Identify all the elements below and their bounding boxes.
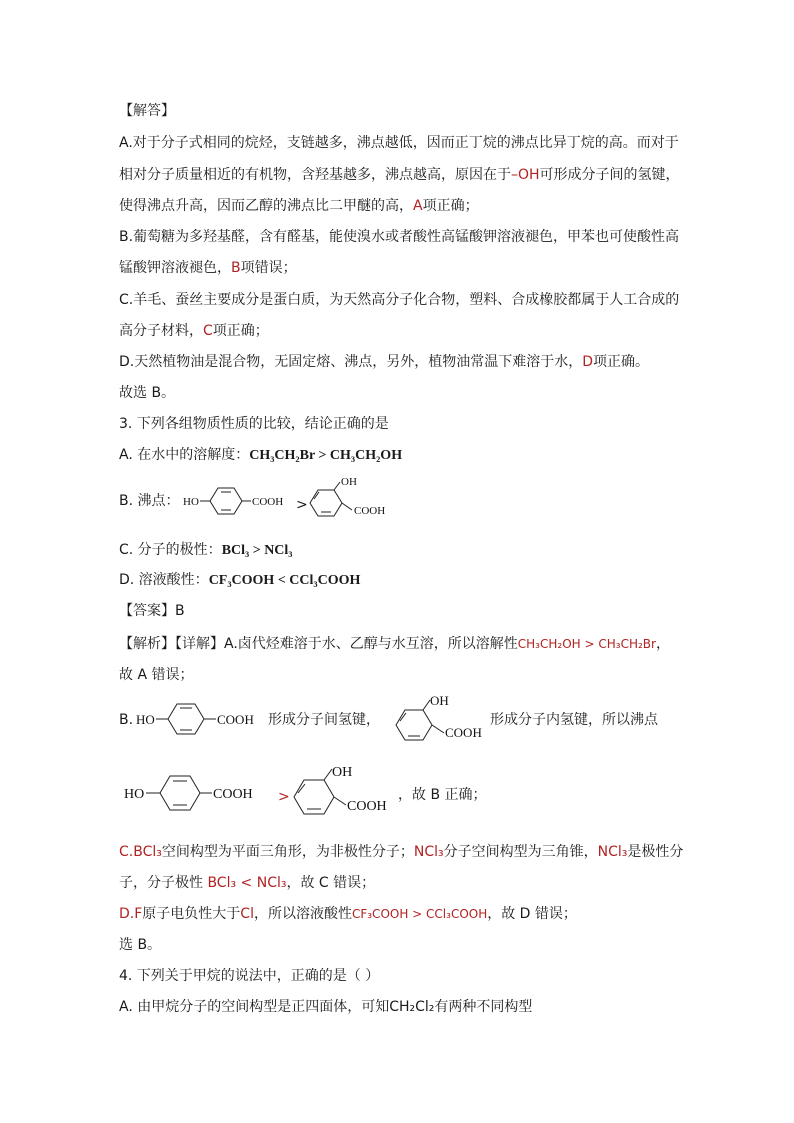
q3-jiexi-line2: 故 A 错误； bbox=[119, 667, 194, 683]
jieda-header: 【解答】 bbox=[119, 103, 175, 119]
q3-option-b-gt: > bbox=[296, 497, 308, 513]
q3-conclusion: 选 B。 bbox=[119, 937, 162, 953]
cooh-label: COOH bbox=[213, 787, 253, 802]
jieda-b-line2: 锰酸钾溶液褪色，B项错误； bbox=[119, 260, 297, 276]
cooh-label: COOH bbox=[252, 496, 284, 508]
q3-option-a: A. 在水中的溶解度：CH₃CH₂Br > CH₃CH₂OH bbox=[119, 447, 403, 463]
cooh-label: COOH bbox=[347, 799, 387, 814]
q3-b-text2: 形成分子内氢键，所以沸点 bbox=[490, 712, 658, 728]
q3-jiexi-line1: 【解析】【详解】A.卤代烃难溶于水、乙醇与水互溶，所以溶解性CH₃CH₂OH > CH₃CH₂Br， bbox=[119, 636, 670, 652]
p-hydroxybenzoic-acid-structure bbox=[136, 698, 266, 740]
q3-option-c: C. 分子的极性：BCl₃ > NCl₃ bbox=[119, 542, 293, 558]
q3-option-b-label: B. 沸点： bbox=[119, 493, 180, 509]
p-hydroxybenzoic-acid-structure bbox=[124, 770, 274, 816]
oh-label: OH bbox=[341, 476, 357, 488]
jieda-b-line1: B.葡萄糖为多羟基醛，含有醛基，能使溴水或者酸性高锰酸钾溶液褪色，甲苯也可使酸性高 bbox=[119, 229, 680, 245]
q3-b-end: ，故 B 正确； bbox=[398, 787, 487, 803]
p-hydroxybenzoic-acid-structure bbox=[183, 480, 288, 520]
salicylic-acid-structure bbox=[305, 477, 405, 527]
q3-d-line1: D.F原子电负性大于Cl，所以溶液酸性CF₃COOH > CCl₃COOH，故 D 错误； bbox=[119, 906, 577, 922]
q3-b-text1: 形成分子间氢键， bbox=[268, 712, 380, 728]
q3-stem: 3. 下列各组物质性质的比较，结论正确的是 bbox=[119, 416, 389, 432]
jieda-c-line2: 高分子材料，C项正确； bbox=[119, 323, 269, 339]
ho-label: HO bbox=[183, 496, 199, 508]
salicylic-acid-structure bbox=[290, 762, 400, 822]
ho-label: HO bbox=[124, 787, 145, 802]
cooh-label: COOH bbox=[217, 712, 254, 727]
cooh-label: COOH bbox=[445, 725, 482, 740]
q3-b-gt: > bbox=[278, 789, 290, 805]
oh-label: OH bbox=[332, 765, 353, 780]
q3-option-d: D. 溶液酸性：CF₃COOH < CCl₃COOH bbox=[119, 572, 361, 588]
jieda-conclusion: 故选 B。 bbox=[119, 385, 176, 401]
jieda-a-line2: 相对分子质量相近的有机物，含羟基越多，沸点越高，原因在于–OH可形成分子间的氢键， bbox=[119, 167, 680, 183]
q3-c-line1: C.BCl₃空间构型为平面三角形，为非极性分子；NCl₃分子空间构型为三角锥，NCl₃是极性分 bbox=[119, 844, 684, 860]
q4-stem: 4. 下列关于甲烷的说法中，正确的是（ ） bbox=[119, 968, 380, 984]
q3-answer: 【答案】B bbox=[119, 603, 185, 619]
oh-label: OH bbox=[430, 693, 449, 708]
q3-b-label: B. bbox=[119, 712, 134, 728]
q3-c-line2: 子，分子极性 BCl₃ < NCl₃，故 C 错误； bbox=[119, 875, 376, 891]
jieda-a-line3: 使得沸点升高，因而乙醇的沸点比二甲醚的高，A项正确； bbox=[119, 198, 479, 214]
jieda-d-line1: D.天然植物油是混合物，无固定熔、沸点，另外，植物油常温下难溶于水，D项正确。 bbox=[119, 354, 650, 370]
cooh-label: COOH bbox=[354, 505, 386, 517]
salicylic-acid-structure bbox=[392, 693, 492, 749]
ho-label: HO bbox=[136, 712, 155, 727]
q4-option-a: A. 由甲烷分子的空间构型是正四面体，可知CH₂Cl₂有两种不同构型 bbox=[119, 999, 533, 1015]
jieda-c-line1: C.羊毛、蚕丝主要成分是蛋白质，为天然高分子化合物，塑料、合成橡胶都属于人工合成的 bbox=[119, 292, 680, 308]
jieda-a-line1: A.对于分子式相同的烷烃，支链越多，沸点越低，因而正丁烷的沸点比异丁烷的高。而对于 bbox=[119, 135, 679, 151]
